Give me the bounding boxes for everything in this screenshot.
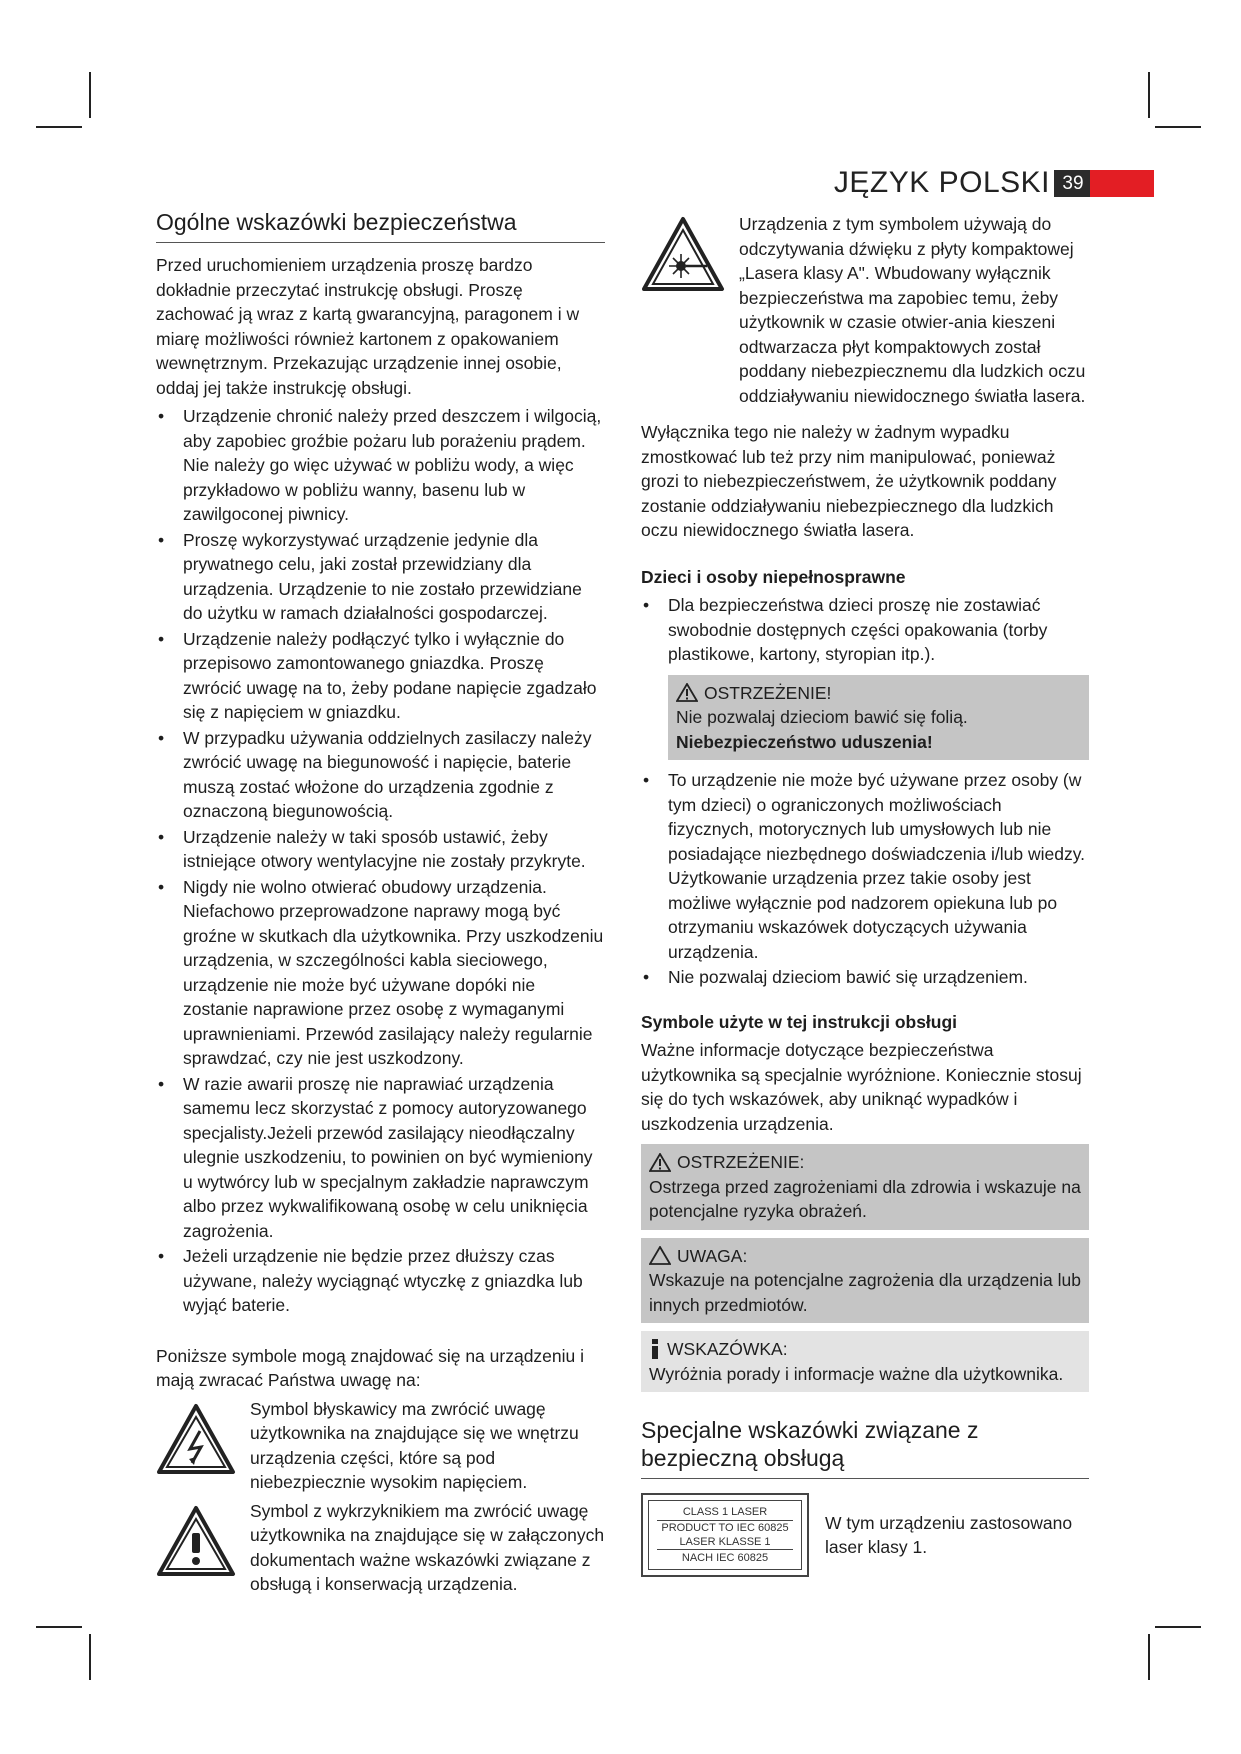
section-title-general-safety: Ogólne wskazówki bezpieczeństwa [156,208,605,243]
list-item: • To urządzenie nie może być używane przez osoby (w tym dzieci) o ograniczonych możliwościach fizycznych, motorycznych lub umysłowych lub nie posiadające niezbędnego doświadczenia i/lub wiedzy. Użytkowanie urządzenia przez takie osoby jest możliwe wyłącznie pod nadzorem opiekuna lub po otrzymaniu wskazówek dotyczących używania urządzenia. [641,768,1089,964]
warning-box-title: OSTRZEŻENIE! [676,681,1081,706]
symbol-lightning-row [156,1397,605,1495]
warning-box-suffocation [668,675,1089,761]
laser-class-text: W tym urządzeniu zastosowano laser klasy 1. [825,1512,1073,1557]
symbol-exclamation-row [156,1499,605,1597]
crop-mark-tl-h [36,126,82,128]
symbols-paragraph: Ważne informacje dotyczące bezpieczeństwa użytkownika są specjalnie wyróżnione. Koniecznie stosuj się do tych wskazówek, aby uniknąć wypadków i uszkodzenia urządzenia. [641,1040,1082,1134]
crop-mark-br-v [1148,1634,1150,1680]
caution-triangle-icon [649,1246,671,1265]
warning-triangle-icon [676,683,698,702]
warning-triangle-icon [649,1153,671,1172]
list-item: • Jeżeli urządzenie nie będzie przez dłuższy czas używane, należy wyciągnąć wtyczkę z gniazdka lub wyjąć baterie. [156,1244,605,1318]
note-box-text: Wyróżnia porady i informacje ważne dla użytkownika. [649,1363,1064,1384]
page-number: 39 [1054,170,1092,197]
list-item: • Urządzenie należy podłączyć tylko i wyłącznie do przepisowo zamontowanego gniazdka. Proszę zwrócić uwagę na to, żeby podane napięcie zgadzało się z napięciem w gniazdku. [156,627,605,725]
list-item: • Proszę wykorzystywać urządzenie jedynie dla prywatnego celu, jaki został przewidziany dla urządzenia. Urządzenie to nie zostało przewidziane do użytku w ramach działalności gospodarczej. [156,528,605,626]
right-column [641,212,1089,1577]
warning-box-title: OSTRZEŻENIE: [649,1150,1081,1175]
list-item: • Urządzenie chronić należy przed deszczem i wilgocią, aby zapobiec groźbie pożaru lub porażeniu prądem. Nie należy go więc używać w pobliżu wody, a więc przykładowo w pobliżu wanny, basenu lub w zawilgoconej piwnicy. [156,404,605,527]
children-list [641,593,1089,667]
safety-list [156,404,605,1318]
crop-mark-tl-v [89,72,91,118]
list-item: • Nigdy nie wolno otwierać obudowy urządzenia. Niefachowo przeprowadzone naprawy mogą być groźne w skutkach dla użytkownika. Przy uszkodzeniu urządzenia, w szczególności kabla sieciowego, urządzenie nie może być używane dopóki nie zostanie naprawione przez osobę z wymaganymi uprawnieniami. Przewód zasilający należy regularnie sprawdzać, czy nie jest uszkodzony. [156,875,605,1071]
list-item: • W przypadku używania oddzielnych zasilaczy należy zwrócić uwagę na biegunowość i napięcie, baterie muszą zostać włożone do urządzenia zgodnie z oznaczoną biegunowością. [156,726,605,824]
crop-mark-tr-h [1155,126,1201,128]
caution-box [641,1238,1089,1324]
crop-mark-br-h [1155,1626,1201,1628]
children-list-continued [641,768,1089,990]
left-column [156,208,605,1597]
list-item: • Nie pozwalaj dzieciom bawić się urządzeniem. [641,965,1089,990]
list-item: • W razie awarii proszę nie naprawiać urządzenia samemu lecz skorzystać z pomocy autoryzowanego specjalisty.Jeżeli przewód zasilający nieodłączalny ulegnie uszkodzeniu, to powinien on być wymieniony u wytwórcy lub w specjalnym zakładzie naprawczym albo przez wykwalifikowaną osobę w celu uniknięcia zagrożenia. [156,1072,605,1244]
lightning-warning-icon [156,1397,240,1495]
language-title: JĘZYK POLSKI [833,166,1050,199]
note-box-title: WSKAZÓWKA: [649,1337,1081,1362]
children-heading: Dzieci i osoby niepełnosprawne [641,566,906,587]
warning-box-text: Ostrzega przed zagrożeniami dla zdrowia i wskazuje na potencjalne ryzyka obrażeń. [649,1176,1081,1221]
section-title-special-safety: Specjalne wskazówki związane z bezpieczną obsługą [641,1416,1089,1479]
laser-class-block [641,1493,1089,1577]
symbol-exclamation-text: Symbol z wykrzyknikiem ma zwrócić uwagę użytkownika na znajdujące się w załączonych dokumentach ważne wskazówki związane z obsługą i konserwacją urządzenia. [250,1500,605,1594]
warning-box [641,1144,1089,1230]
symbols-intro: Poniższe symbole mogą znajdować się na urządzeniu i mają zwracać Państwa uwagę na: [156,1345,585,1390]
crop-mark-bl-h [36,1626,82,1628]
exclamation-warning-icon [156,1499,240,1597]
caution-box-title: UWAGA: [649,1244,1081,1269]
list-item: • Dla bezpieczeństwa dzieci proszę nie zostawiać swobodnie dostępnych części opakowania (torby plastikowe, kartony, styropian itp.). [641,593,1089,667]
symbols-heading: Symbole użyte w tej instrukcji obsługi [641,1011,958,1032]
laser-class-label: CLASS 1 LASER PRODUCT TO IEC 60825 LASER KLASSE 1 NACH IEC 60825 [641,1493,809,1577]
switch-paragraph: Wyłącznika tego nie należy w żadnym wypadku zmostkować lub też przy nim manipulować, ponieważ grozi to niebezpieczeństwem, że użytkownik poddany zostanie oddziaływaniu niebezpiecznego dla ludzkich oczu niewidocznego światła lasera. [641,422,1057,540]
laser-radiation-icon [641,212,727,408]
intro-paragraph: Przed uruchomieniem urządzenia proszę bardzo dokładnie przeczytać instrukcję obsługi. Proszę zachować ją wraz z kartą gwarancyjną, paragonem i w miarę możliwości również kartonem z opakowaniem wewnętrznym. Przekazując urządzenie innej osobie, oddaj jej także instrukcję obsługi. [156,255,580,398]
crop-mark-bl-v [89,1634,91,1680]
list-item: • Urządzenie należy w taki sposób ustawić, żeby istniejące otwory wentylacyjne nie zostały przykryte. [156,825,605,874]
warning-box-line-bold: Niebezpieczeństwo uduszenia! [676,731,933,752]
laser-symbol-text: Urządzenia z tym symbolem używają do odczytywania dźwięku z płyty kompaktowej „Lasera klasy A". Wbudowany wyłącznik bezpieczeństwa ma zapobiec temu, żeby użytkownik w czasie otwier-ania kieszeni odtwarzacza płyt kompaktowych został poddany niebezpiecznemu dla ludzkich oczu oddziaływaniu niewidocznego światła lasera. [739,214,1086,406]
note-box [641,1331,1089,1392]
warning-box-line: Nie pozwalaj dzieciom bawić się folią. [676,707,968,727]
symbol-lightning-text: Symbol błyskawicy ma zwrócić uwagę użytkownika na znajdujące się we wnętrzu urządzenia części, które są pod niebezpiecznie wysokim napięciem. [250,1398,579,1492]
accent-bar [1090,170,1154,197]
crop-mark-tr-v [1148,72,1150,118]
caution-box-text: Wskazuje na potencjalne zagrożenia dla urządzenia lub innych przedmiotów. [649,1270,1081,1315]
info-icon [649,1339,661,1359]
page-header [833,166,1154,202]
laser-symbol-block [641,212,1089,408]
